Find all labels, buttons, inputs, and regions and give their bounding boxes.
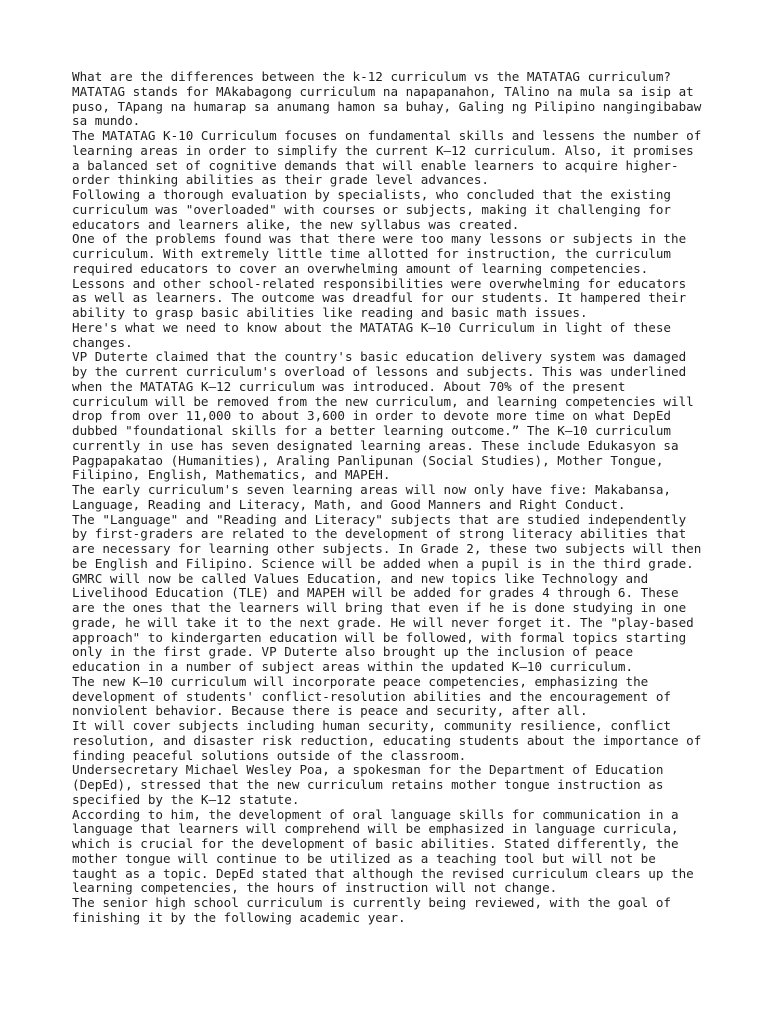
paragraph-undersecretary: Undersecretary Michael Wesley Poa, a spokesman for the Department of Education (DepEd), stressed that the new curriculum retains mother tongue instruction as specified by the K–12 statute. bbox=[72, 762, 664, 807]
paragraph-vp-duterte: VP Duterte claimed that the country's basic education delivery system was damaged by the current curriculum's overload of lessons and subjects. This was underlined when the MATATAG K–12 curriculum was introduced. About 70% of the present curriculum will be removed from the new curriculum, and learning competencies will drop from over 11,000 to about 3,600 in order to devote more time on what DepEd dubbed "foundational skills for a better learning outcome.” The K–10 curriculum currently in use has seven designated learning areas. These include Edukasyon sa Pagpapakatao (Humanities), Araling Panlipunan (Social Studies), Mother Tongue, Filipino, English, Mathematics, and MAPEH. bbox=[72, 349, 694, 483]
paragraph-learning-areas: The early curriculum's seven learning areas will now only have five: Makabansa, Language, Reading and Literacy, Math, and Good Manners and Right Conduct. bbox=[72, 482, 671, 512]
paragraph-what-to-know: Here's what we need to know about the MATATAG K–10 Curriculum in light of these changes. bbox=[72, 319, 671, 350]
paragraph-evaluation: Following a thorough evaluation by specialists, who concluded that the existing curriculum was "overloaded" with courses or subjects, making it challenging for educators and learners alike, the new syllabus was created. bbox=[72, 187, 671, 232]
document-body bbox=[72, 70, 712, 926]
paragraph-senior-high: The senior high school curriculum is currently being reviewed, with the goal of finishing it by the following academic year. bbox=[72, 895, 671, 925]
paragraph-problems: One of the problems found was that there were too many lessons or subjects in the curriculum. With extremely little time allotted for instruction, the curriculum required educators to cover an overwhelming amount of learning competencies. Lessons and other school-related responsibilities were overwhelming for educators as well as learners. The outcome was dreadful for our students. It hampered their ability to grasp basic abilities like reading and basic math issues. bbox=[72, 231, 687, 320]
paragraph-k10-focus: The MATATAG K-10 Curriculum focuses on fundamental skills and lessens the number of learning areas in order to simplify the current K–12 curriculum. Also, it promises a balanced set of cognitive demands that will enable learners to acquire higher- order thinking abilities as their grade level advances. bbox=[72, 128, 702, 188]
paragraph-intro: What are the differences between the k-12 curriculum vs the MATATAG curriculum? MATATAG stands for MAkabagong curriculum na napapanahon, TAlino na mula sa isip at puso, TApang na humarap sa anumang hamon sa buhay, Galing ng Pilipino nangingibabaw sa mundo. bbox=[72, 69, 702, 129]
paragraph-oral-language: According to him, the development of oral language skills for communication in a language that learners will comprehend will be emphasized in language curricula, which is crucial for the development of basic abilities. Stated differently, the mother tongue will continue to be utilized as a teaching tool but will not be taught as a topic. DepEd stated that although the revised curriculum clears up the learning competencies, the hours of instruction will not change. bbox=[72, 806, 694, 896]
paragraph-subjects-covered: It will cover subjects including human security, community resilience, conflict resolution, and disaster risk reduction, educating students about the importance of finding peaceful solutions outside of the classroom. bbox=[72, 718, 702, 763]
paragraph-peace-competencies: The new K–10 curriculum will incorporate peace competencies, emphasizing the development of students' conflict-resolution abilities and the encouragement of nonviolent behavior. Because there is peace and security, after all. bbox=[72, 673, 671, 719]
paragraph-language-literacy: The "Language" and "Reading and Literacy" subjects that are studied independently by first-graders are related to the development of strong literacy abilities that are necessary for learning other subjects. In Grade 2, these two subjects will then be English and Filipino. Science will be added when a pupil is in the third grade. GMRC will now be called Values Education, and new topics like Technology and Livelihood Education (TLE) and MAPEH will be added for grades 4 through 6. These are the ones that the learners will bring that even if he is done studying in one grade, he will take it to the next grade. He will never forget it. The "play-based approach" to kindergarten education will be followed, with formal topics starting only in the first grade. VP Duterte also brought up the inclusion of peace education in a number of subject areas within the updated K–10 curriculum. bbox=[72, 511, 702, 674]
